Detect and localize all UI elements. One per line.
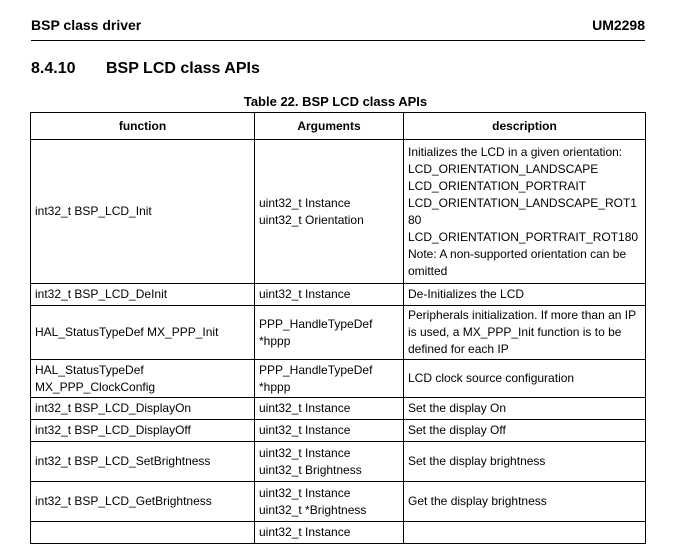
table-row	[31, 284, 646, 306]
cell-text-line: LCD_ORIENTATION_PORTRAIT	[408, 178, 587, 193]
cell-description	[404, 522, 646, 544]
section-number: 8.4.10	[31, 60, 76, 77]
cell-text-line: Peripherals initialization. If more than an IP	[408, 308, 637, 322]
cell-text-line: Set the display Off	[408, 423, 506, 437]
cell-text-line: uint32_t Instance	[259, 423, 351, 437]
table-header-row	[31, 113, 646, 140]
table-row	[31, 306, 646, 360]
column-header-arguments: Arguments	[255, 113, 404, 140]
cell-arguments	[255, 420, 404, 442]
header-document-id: UM2298	[592, 17, 645, 33]
cell-function	[31, 420, 255, 442]
api-table	[30, 112, 646, 544]
cell-arguments	[255, 140, 404, 284]
column-header-function: function	[31, 113, 255, 140]
cell-text-line: *hppp	[259, 379, 291, 394]
cell-description	[404, 284, 646, 306]
table-row	[31, 522, 646, 544]
cell-arguments	[255, 522, 404, 544]
cell-text-line: uint32_t Brightness	[259, 462, 362, 477]
cell-function	[31, 360, 255, 398]
cell-arguments	[255, 360, 404, 398]
cell-text-line: HAL_StatusTypeDef	[35, 362, 144, 377]
cell-arguments	[255, 482, 404, 522]
cell-text-line: Initializes the LCD in a given orientation:	[408, 144, 623, 159]
cell-text-line: uint32_t Instance	[259, 195, 351, 210]
cell-arguments	[255, 442, 404, 482]
table-caption: Table 22. BSP LCD class APIs	[243, 94, 428, 109]
cell-text-line: 80	[408, 212, 422, 227]
column-header-description: description	[404, 113, 646, 140]
cell-text-line: int32_t BSP_LCD_SetBrightness	[35, 454, 211, 468]
cell-text-line: uint32_t Orientation	[259, 212, 364, 227]
cell-function	[31, 284, 255, 306]
cell-text-line: Get the display brightness	[408, 494, 547, 508]
cell-text-line: uint32_t *Brightness	[259, 502, 367, 517]
cell-text-line: PPP_HandleTypeDef	[259, 362, 373, 377]
cell-text-line: uint32_t Instance	[259, 485, 351, 500]
table-row	[31, 398, 646, 420]
cell-text-line: MX_PPP_ClockConfig	[35, 379, 156, 394]
cell-arguments	[255, 398, 404, 420]
cell-text-line: int32_t BSP_LCD_Init	[35, 204, 152, 218]
table-row	[31, 420, 646, 442]
cell-description	[404, 482, 646, 522]
cell-text-line: Set the display brightness	[408, 454, 546, 468]
table-row	[31, 140, 646, 284]
section-heading	[31, 60, 260, 78]
cell-text-line: LCD_ORIENTATION_LANDSCAPE_ROT1	[408, 195, 637, 210]
cell-text-line: LCD_ORIENTATION_PORTRAIT_ROT180	[408, 229, 639, 244]
cell-text-line: int32_t BSP_LCD_GetBrightness	[35, 494, 212, 508]
cell-text-line: int32_t BSP_LCD_DeInit	[35, 287, 168, 301]
cell-function	[31, 522, 255, 544]
cell-description	[404, 360, 646, 398]
cell-text-line: *hppp	[259, 333, 291, 348]
header-chapter-title: BSP class driver	[31, 17, 142, 33]
cell-function	[31, 140, 255, 284]
cell-text-line: uint32_t Instance	[259, 525, 351, 539]
table-body	[31, 140, 646, 544]
cell-description	[404, 140, 646, 284]
table-row	[31, 482, 646, 522]
cell-description	[404, 442, 646, 482]
cell-function	[31, 482, 255, 522]
cell-text-line: Note: A non-supported orientation can be	[408, 246, 627, 261]
cell-text-line: defined for each IP	[408, 342, 509, 356]
cell-function	[31, 398, 255, 420]
table-row	[31, 360, 646, 398]
cell-text-line: int32_t BSP_LCD_DisplayOn	[35, 401, 192, 415]
cell-description	[404, 398, 646, 420]
cell-text-line: Set the display On	[408, 401, 507, 415]
cell-text-line: is used, a MX_PPP_Init function is to be	[408, 325, 622, 339]
cell-text-line: LCD clock source configuration	[408, 371, 575, 385]
cell-text-line: int32_t BSP_LCD_DisplayOff	[35, 423, 191, 437]
cell-function	[31, 442, 255, 482]
cell-text-line: HAL_StatusTypeDef MX_PPP_Init	[35, 325, 219, 339]
cell-arguments	[255, 284, 404, 306]
cell-text-line: omitted	[408, 263, 448, 278]
cell-description	[404, 420, 646, 442]
table-row	[31, 442, 646, 482]
cell-text-line: uint32_t Instance	[259, 445, 351, 460]
cell-description	[404, 306, 646, 360]
cell-text-line: uint32_t Instance	[259, 287, 351, 301]
cell-text-line: PPP_HandleTypeDef	[259, 316, 373, 331]
section-title: BSP LCD class APIs	[106, 60, 260, 77]
cell-function	[31, 306, 255, 360]
page-header	[31, 14, 645, 41]
cell-text-line: LCD_ORIENTATION_LANDSCAPE	[408, 161, 599, 176]
cell-text-line: De-Initializes the LCD	[408, 287, 525, 301]
cell-arguments	[255, 306, 404, 360]
cell-text-line: uint32_t Instance	[259, 401, 351, 415]
